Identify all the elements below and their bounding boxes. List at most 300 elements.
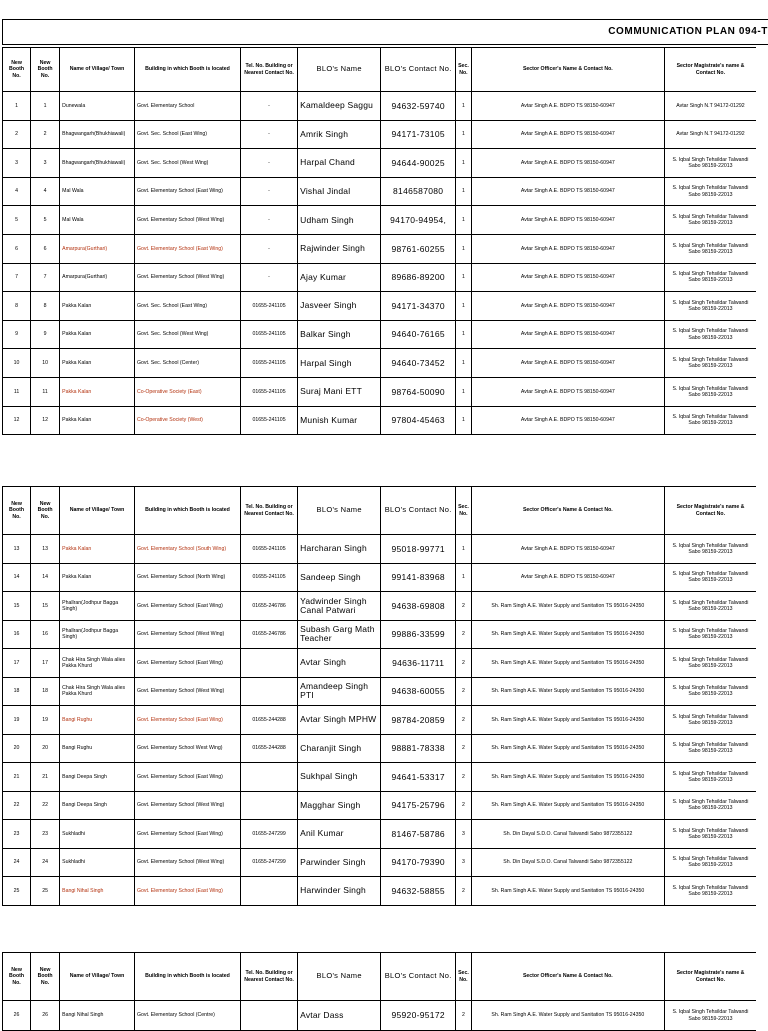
header-tel: Tel. No. Building or Nearest Contact No. — [240, 953, 297, 1001]
village-name: Pakka Kalan — [60, 563, 135, 592]
booth-number: 2 — [31, 120, 60, 149]
sector-number: 2 — [456, 706, 472, 735]
booth-serial: 11 — [3, 377, 31, 406]
sector-magistrate: S. Iqbal Singh Tehsildar Talwandi Sabo 98159-22013 — [664, 706, 756, 735]
booth-number: 15 — [31, 592, 60, 621]
header-sector-officer: Sector Officer's Name & Contact No. — [471, 48, 664, 92]
booth-number: 18 — [31, 677, 60, 706]
blo-contact: 98761-60255 — [381, 234, 456, 263]
table-row — [3, 92, 757, 121]
blo-name: Amrik Singh — [298, 120, 381, 149]
building-name: Govt. Sec. School (East Wing) — [134, 120, 240, 149]
sector-magistrate: S. Iqbal Singh Tehsildar Talwandi Sabo 98159-22013 — [664, 320, 756, 349]
telephone: 01655-246786 — [240, 620, 297, 649]
booth-serial: 19 — [3, 706, 31, 735]
telephone: 01655-241105 — [240, 535, 297, 564]
blo-contact: 97804-45463 — [381, 406, 456, 435]
blo-contact: 98881-78338 — [381, 734, 456, 763]
sector-number: 3 — [456, 848, 472, 877]
table-header-row — [3, 953, 757, 1001]
sector-officer: Sh. Ram Singh A.E. Water Supply and Sanitation TS 95016-24350 — [471, 734, 664, 763]
telephone: 01655-247299 — [240, 820, 297, 849]
sector-magistrate: Avtar Singh N.T 94172-01292 — [664, 92, 756, 121]
blo-name: Vishal Jindal — [298, 177, 381, 206]
sector-number: 1 — [456, 177, 472, 206]
header-building: Building in which Booth is located — [134, 48, 240, 92]
building-name: Govt. Elementary School (North Wing) — [134, 563, 240, 592]
header-magistrate: Sector Magistrate's name & Contact No. — [664, 48, 756, 92]
sector-number: 3 — [456, 820, 472, 849]
sector-officer: Avtar Singh A.E. BDPO TS 98150-60947 — [471, 320, 664, 349]
building-name: Govt. Elementary School — [134, 92, 240, 121]
building-name: Govt. Elementary School (East Wing) — [134, 592, 240, 621]
booth-number: 22 — [31, 791, 60, 820]
table-row — [3, 592, 757, 621]
header-blo-name: BLO's Name — [298, 487, 381, 535]
blo-name: Balkar Singh — [298, 320, 381, 349]
blo-contact: 94170-94954, — [381, 206, 456, 235]
blo-contact: 94636-11711 — [381, 649, 456, 678]
telephone: - — [240, 263, 297, 292]
booth-number: 21 — [31, 763, 60, 792]
table-row — [3, 263, 757, 292]
sector-magistrate: S. Iqbal Singh Tehsildar Talwandi Sabo 98159-22013 — [664, 292, 756, 321]
village-name: Bangi Deepa Singh — [60, 791, 135, 820]
table-row — [3, 535, 757, 564]
header-sector-officer: Sector Officer's Name & Contact No. — [471, 487, 664, 535]
sector-officer: Avtar Singh A.E. BDPO TS 98150-60947 — [471, 234, 664, 263]
sector-officer: Avtar Singh A.E. BDPO TS 98150-60947 — [471, 535, 664, 564]
telephone: 01655-244288 — [240, 734, 297, 763]
booth-serial: 6 — [3, 234, 31, 263]
sector-magistrate: S. Iqbal Singh Tehsildar Talwandi Sabo 98159-22013 — [664, 234, 756, 263]
sector-number: 1 — [456, 234, 472, 263]
telephone: 01655-241105 — [240, 292, 297, 321]
booth-number: 3 — [31, 149, 60, 178]
header-new-booth-1: New Booth No. — [3, 48, 31, 92]
header-sec: Sec. No. — [456, 48, 472, 92]
sector-magistrate: S. Iqbal Singh Tehsildar Talwandi Sabo 98159-22013 — [664, 535, 756, 564]
telephone — [240, 677, 297, 706]
table-row — [3, 763, 757, 792]
village-name: Pakka Kalan — [60, 320, 135, 349]
booth-number: 12 — [31, 406, 60, 435]
blo-name: Harcharan Singh — [298, 535, 381, 564]
booth-serial: 13 — [3, 535, 31, 564]
booth-serial: 24 — [3, 848, 31, 877]
sector-magistrate: S. Iqbal Singh Tehsildar Talwandi Sabo 98159-22013 — [664, 877, 756, 906]
telephone: 01655-247299 — [240, 848, 297, 877]
table-row — [3, 677, 757, 706]
village-name: Bangi Nihal Singh — [60, 877, 135, 906]
blo-name: Subash Garg Math Teacher — [298, 620, 381, 649]
village-name: Amarpura(Gurthari) — [60, 263, 135, 292]
village-name: Mal Wala — [60, 177, 135, 206]
blo-contact: 94171-34370 — [381, 292, 456, 321]
blo-contact: 94638-60055 — [381, 677, 456, 706]
table-row — [3, 149, 757, 178]
table-row — [3, 877, 757, 906]
sector-number: 1 — [456, 292, 472, 321]
booth-serial: 14 — [3, 563, 31, 592]
booth-number: 6 — [31, 234, 60, 263]
booth-serial: 23 — [3, 820, 31, 849]
header-blo-name: BLO's Name — [298, 953, 381, 1001]
blo-name: Ajay Kumar — [298, 263, 381, 292]
sector-number: 2 — [456, 677, 472, 706]
telephone: 01655-246786 — [240, 592, 297, 621]
building-name: Govt. Elementary School (Centre) — [134, 1001, 240, 1031]
table-row — [3, 734, 757, 763]
telephone: - — [240, 92, 297, 121]
sector-officer: Avtar Singh A.E. BDPO TS 98150-60947 — [471, 377, 664, 406]
building-name: Govt. Elementary School (West Wing) — [134, 206, 240, 235]
sector-number: 2 — [456, 763, 472, 792]
blo-name: Harpal Singh — [298, 349, 381, 378]
sector-officer: Sh. Ram Singh A.E. Water Supply and Sanitation TS 95016-24350 — [471, 706, 664, 735]
table-row — [3, 848, 757, 877]
booth-serial: 12 — [3, 406, 31, 435]
page-title: COMMUNICATION PLAN 094-T — [608, 26, 768, 37]
sector-number: 1 — [456, 263, 472, 292]
blo-name: Sandeep Singh — [298, 563, 381, 592]
blo-contact: 81467-58786 — [381, 820, 456, 849]
booth-number: 19 — [31, 706, 60, 735]
sector-magistrate: S. Iqbal Singh Tehsildar Talwandi Sabo 98159-22013 — [664, 377, 756, 406]
blo-contact: 89686-89200 — [381, 263, 456, 292]
sector-officer: Avtar Singh A.E. BDPO TS 98150-60947 — [471, 149, 664, 178]
booth-number: 17 — [31, 649, 60, 678]
blo-name: Jasveer Singh — [298, 292, 381, 321]
sector-number: 1 — [456, 320, 472, 349]
sector-magistrate: S. Iqbal Singh Tehsildar Talwandi Sabo 98159-22013 — [664, 592, 756, 621]
sector-number: 1 — [456, 377, 472, 406]
building-name: Govt. Elementary School (West Wing) — [134, 263, 240, 292]
sector-magistrate: S. Iqbal Singh Tehsildar Talwandi Sabo 98159-22013 — [664, 206, 756, 235]
booth-serial: 17 — [3, 649, 31, 678]
header-blo-contact: BLO's Contact No. — [381, 953, 456, 1001]
booth-number: 1 — [31, 92, 60, 121]
sector-magistrate: S. Iqbal Singh Tehsildar Talwandi Sabo 98159-22013 — [664, 349, 756, 378]
booth-serial: 4 — [3, 177, 31, 206]
booth-serial: 15 — [3, 592, 31, 621]
sector-officer: Avtar Singh A.E. BDPO TS 98150-60947 — [471, 120, 664, 149]
sector-officer: Sh. Din Dayal S.D.O. Canal Talwandi Sabo 9872355122 — [471, 848, 664, 877]
sector-number: 2 — [456, 620, 472, 649]
sector-number: 1 — [456, 149, 472, 178]
booth-number: 7 — [31, 263, 60, 292]
sector-officer: Sh. Ram Singh A.E. Water Supply and Sanitation TS 95016-24350 — [471, 1001, 664, 1031]
booth-table-1 — [2, 47, 756, 435]
booth-number: 8 — [31, 292, 60, 321]
sector-officer: Sh. Din Dayal S.D.O. Canal Talwandi Sabo 9872355122 — [471, 820, 664, 849]
sector-magistrate: S. Iqbal Singh Tehsildar Talwandi Sabo 98159-22013 — [664, 177, 756, 206]
booth-number: 24 — [31, 848, 60, 877]
blo-name: Amandeep Singh PTI — [298, 677, 381, 706]
building-name: Govt. Elementary School (West Wing) — [134, 848, 240, 877]
sector-officer: Sh. Ram Singh A.E. Water Supply and Sanitation TS 95016-24350 — [471, 620, 664, 649]
village-name: Chak Hira Singh Wala alies Pakka Khurd — [60, 677, 135, 706]
village-name: Bhagwangarh(Bhukhiawali) — [60, 120, 135, 149]
sector-magistrate: S. Iqbal Singh Tehsildar Talwandi Sabo 98159-22013 — [664, 848, 756, 877]
village-name: Sukhladhi — [60, 848, 135, 877]
blo-name: Avtar Singh — [298, 649, 381, 678]
building-name: Govt. Elementary School (East Wing) — [134, 877, 240, 906]
sector-officer: Avtar Singh A.E. BDPO TS 98150-60947 — [471, 206, 664, 235]
booth-number: 4 — [31, 177, 60, 206]
building-name: Govt. Sec. School (West Wing) — [134, 320, 240, 349]
blo-name: Suraj Mani ETT — [298, 377, 381, 406]
booth-number: 13 — [31, 535, 60, 564]
sector-magistrate: S. Iqbal Singh Tehsildar Talwandi Sabo 98159-22013 — [664, 820, 756, 849]
table-row — [3, 820, 757, 849]
booth-serial: 3 — [3, 149, 31, 178]
telephone: 01655-241105 — [240, 377, 297, 406]
sector-number: 1 — [456, 120, 472, 149]
blo-contact: 98764-50090 — [381, 377, 456, 406]
telephone: 01655-241105 — [240, 406, 297, 435]
sector-officer: Sh. Ram Singh A.E. Water Supply and Sanitation TS 95016-24350 — [471, 649, 664, 678]
village-name: Bangi Rughu — [60, 706, 135, 735]
building-name: Govt. Elementary School (East Wing) — [134, 706, 240, 735]
booth-number: 14 — [31, 563, 60, 592]
sector-number: 1 — [456, 535, 472, 564]
table-row — [3, 649, 757, 678]
telephone — [240, 791, 297, 820]
building-name: Govt. Elementary School (East Wing) — [134, 177, 240, 206]
header-village: Name of Village/ Town — [60, 48, 135, 92]
sector-officer: Sh. Ram Singh A.E. Water Supply and Sanitation TS 95016-24350 — [471, 763, 664, 792]
table-header-row — [3, 48, 757, 92]
table-row — [3, 120, 757, 149]
booth-serial: 7 — [3, 263, 31, 292]
header-blo-contact: BLO's Contact No. — [381, 487, 456, 535]
blo-name: Parwinder Singh — [298, 848, 381, 877]
table-row — [3, 377, 757, 406]
header-new-booth-2: New Booth No. — [31, 48, 60, 92]
table-row — [3, 234, 757, 263]
table-header-row — [3, 487, 757, 535]
sector-number: 2 — [456, 592, 472, 621]
building-name: Govt. Elementary School (East Wing) — [134, 234, 240, 263]
building-name: Govt. Elementary School West Wing) — [134, 734, 240, 763]
sector-number: 2 — [456, 877, 472, 906]
sector-number: 1 — [456, 406, 472, 435]
booth-serial: 16 — [3, 620, 31, 649]
sector-officer: Avtar Singh A.E. BDPO TS 98150-60947 — [471, 563, 664, 592]
sector-number: 1 — [456, 206, 472, 235]
sector-magistrate: S. Iqbal Singh Tehsildar Talwandi Sabo 98159-22013 — [664, 763, 756, 792]
sector-number: 1 — [456, 349, 472, 378]
blo-name: Kamaldeep Saggu — [298, 92, 381, 121]
booth-serial: 8 — [3, 292, 31, 321]
booth-serial: 9 — [3, 320, 31, 349]
telephone — [240, 877, 297, 906]
blo-contact: 94175-25796 — [381, 791, 456, 820]
blo-contact: 8146587080 — [381, 177, 456, 206]
blo-name: Munish Kumar — [298, 406, 381, 435]
blo-contact: 94632-58855 — [381, 877, 456, 906]
blo-name: Anil Kumar — [298, 820, 381, 849]
blo-name: Avtar Singh MPHW — [298, 706, 381, 735]
sector-number: 1 — [456, 92, 472, 121]
sector-officer: Avtar Singh A.E. BDPO TS 98150-60947 — [471, 292, 664, 321]
sector-number: 1 — [456, 563, 472, 592]
telephone: 01655-244288 — [240, 706, 297, 735]
telephone: 01655-241105 — [240, 320, 297, 349]
village-name: Chak Hira Singh Wala alies Pakka Khurd — [60, 649, 135, 678]
telephone: - — [240, 234, 297, 263]
blo-contact: 94170-79390 — [381, 848, 456, 877]
header-building: Building in which Booth is located — [134, 487, 240, 535]
table-row — [3, 320, 757, 349]
table-row — [3, 620, 757, 649]
booth-number: 26 — [31, 1001, 60, 1031]
blo-contact: 95018-99771 — [381, 535, 456, 564]
village-name: Amarpura(Gurthari) — [60, 234, 135, 263]
blo-name: Rajwinder Singh — [298, 234, 381, 263]
telephone: - — [240, 206, 297, 235]
village-name: Pakka Kalan — [60, 406, 135, 435]
header-new-booth-2: New Booth No. — [31, 487, 60, 535]
sector-officer: Sh. Ram Singh A.E. Water Supply and Sanitation TS 95016-24350 — [471, 592, 664, 621]
sector-magistrate: S. Iqbal Singh Tehsildar Talwandi Sabo 98159-22013 — [664, 791, 756, 820]
blo-contact: 99141-83968 — [381, 563, 456, 592]
blo-contact: 99886-33599 — [381, 620, 456, 649]
building-name: Govt. Elementary School (East Wing) — [134, 820, 240, 849]
telephone — [240, 1001, 297, 1031]
telephone — [240, 649, 297, 678]
booth-table-3 — [2, 952, 756, 1031]
sector-officer: Avtar Singh A.E. BDPO TS 98150-60947 — [471, 92, 664, 121]
table-row — [3, 563, 757, 592]
booth-table-2 — [2, 486, 756, 906]
booth-number: 5 — [31, 206, 60, 235]
sector-magistrate: S. Iqbal Singh Tehsildar Talwandi Sabo 98159-22013 — [664, 149, 756, 178]
building-name: Govt. Elementary School (East Wing) — [134, 763, 240, 792]
table-row — [3, 791, 757, 820]
title-bar — [2, 19, 768, 45]
blo-name: Charanjit Singh — [298, 734, 381, 763]
booth-serial: 22 — [3, 791, 31, 820]
blo-name: Harpal Chand — [298, 149, 381, 178]
blo-contact: 94640-76165 — [381, 320, 456, 349]
header-village: Name of Village/ Town — [60, 953, 135, 1001]
building-name: Govt. Elementary School (East Wing) — [134, 649, 240, 678]
booth-number: 16 — [31, 620, 60, 649]
village-name: Pakka Kalan — [60, 349, 135, 378]
village-name: Dunewala — [60, 92, 135, 121]
header-blo-contact: BLO's Contact No. — [381, 48, 456, 92]
booth-serial: 18 — [3, 677, 31, 706]
header-new-booth-1: New Booth No. — [3, 487, 31, 535]
village-name: Bangi Nihal Singh — [60, 1001, 135, 1031]
sector-officer: Avtar Singh A.E. BDPO TS 98150-60947 — [471, 406, 664, 435]
booth-serial: 20 — [3, 734, 31, 763]
blo-contact: 95920-95172 — [381, 1001, 456, 1031]
village-name: Pakka Kalan — [60, 292, 135, 321]
header-tel: Tel. No. Building or Nearest Contact No. — [240, 487, 297, 535]
building-name: Govt. Elementary School (South Wing) — [134, 535, 240, 564]
booth-number: 25 — [31, 877, 60, 906]
building-name: Co-Operative Society (West) — [134, 406, 240, 435]
booth-serial: 10 — [3, 349, 31, 378]
blo-contact: 94644-90025 — [381, 149, 456, 178]
telephone: 01655-241105 — [240, 349, 297, 378]
telephone: 01655-241105 — [240, 563, 297, 592]
sector-officer: Avtar Singh A.E. BDPO TS 98150-60947 — [471, 349, 664, 378]
telephone: - — [240, 120, 297, 149]
sector-number: 2 — [456, 649, 472, 678]
sector-magistrate: S. Iqbal Singh Tehsildar Talwandi Sabo 98159-22013 — [664, 734, 756, 763]
village-name: Bhagwangarh(Bhukhiawali) — [60, 149, 135, 178]
telephone — [240, 763, 297, 792]
blo-name: Udham Singh — [298, 206, 381, 235]
booth-serial: 21 — [3, 763, 31, 792]
booth-serial: 1 — [3, 92, 31, 121]
telephone: - — [240, 177, 297, 206]
village-name: Phallran(Jodhpur Bagga Singh) — [60, 592, 135, 621]
sector-number: 2 — [456, 791, 472, 820]
village-name: Mal Wala — [60, 206, 135, 235]
booth-serial: 5 — [3, 206, 31, 235]
table-row — [3, 706, 757, 735]
blo-name: Avtar Dass — [298, 1001, 381, 1031]
header-sec: Sec. No. — [456, 487, 472, 535]
sector-magistrate: S. Iqbal Singh Tehsildar Talwandi Sabo 98159-22013 — [664, 263, 756, 292]
sector-number: 2 — [456, 1001, 472, 1031]
village-name: Pakka Kalan — [60, 535, 135, 564]
building-name: Govt. Elementary School (West Wing) — [134, 791, 240, 820]
booth-number: 10 — [31, 349, 60, 378]
sector-officer: Avtar Singh A.E. BDPO TS 98150-60947 — [471, 177, 664, 206]
header-new-booth-1: New Booth No. — [3, 953, 31, 1001]
blo-contact: 94171-73105 — [381, 120, 456, 149]
table-row — [3, 406, 757, 435]
header-sec: Sec. No. — [456, 953, 472, 1001]
booth-serial: 25 — [3, 877, 31, 906]
sector-magistrate: S. Iqbal Singh Tehsildar Talwandi Sabo 98159-22013 — [664, 677, 756, 706]
blo-name: Sukhpal Singh — [298, 763, 381, 792]
blo-name: Harwinder Singh — [298, 877, 381, 906]
booth-number: 9 — [31, 320, 60, 349]
sector-magistrate: S. Iqbal Singh Tehsildar Talwandi Sabo 98159-22013 — [664, 563, 756, 592]
header-magistrate: Sector Magistrate's name & Contact No. — [664, 953, 756, 1001]
sector-magistrate: S. Iqbal Singh Tehsildar Talwandi Sabo 98159-22013 — [664, 406, 756, 435]
table-row — [3, 292, 757, 321]
building-name: Co-Operative Society (East) — [134, 377, 240, 406]
sector-officer: Avtar Singh A.E. BDPO TS 98150-60947 — [471, 263, 664, 292]
building-name: Govt. Sec. School (Center) — [134, 349, 240, 378]
sector-magistrate: S. Iqbal Singh Tehsildar Talwandi Sabo 98159-22013 — [664, 1001, 756, 1031]
building-name: Govt. Sec. School (East Wing) — [134, 292, 240, 321]
booth-serial: 2 — [3, 120, 31, 149]
blo-name: Yadwinder Singh Canal Patwari — [298, 592, 381, 621]
sector-officer: Sh. Ram Singh A.E. Water Supply and Sanitation TS 95016-24350 — [471, 877, 664, 906]
blo-contact: 94638-69808 — [381, 592, 456, 621]
header-magistrate: Sector Magistrate's name & Contact No. — [664, 487, 756, 535]
table-row — [3, 349, 757, 378]
village-name: Pakka Kalan — [60, 377, 135, 406]
blo-contact: 94632-59740 — [381, 92, 456, 121]
table-row — [3, 177, 757, 206]
header-tel: Tel. No. Building or Nearest Contact No. — [240, 48, 297, 92]
village-name: Sukhladhi — [60, 820, 135, 849]
blo-name: Magghar Singh — [298, 791, 381, 820]
blo-contact: 94640-73452 — [381, 349, 456, 378]
header-village: Name of Village/ Town — [60, 487, 135, 535]
header-sector-officer: Sector Officer's Name & Contact No. — [471, 953, 664, 1001]
